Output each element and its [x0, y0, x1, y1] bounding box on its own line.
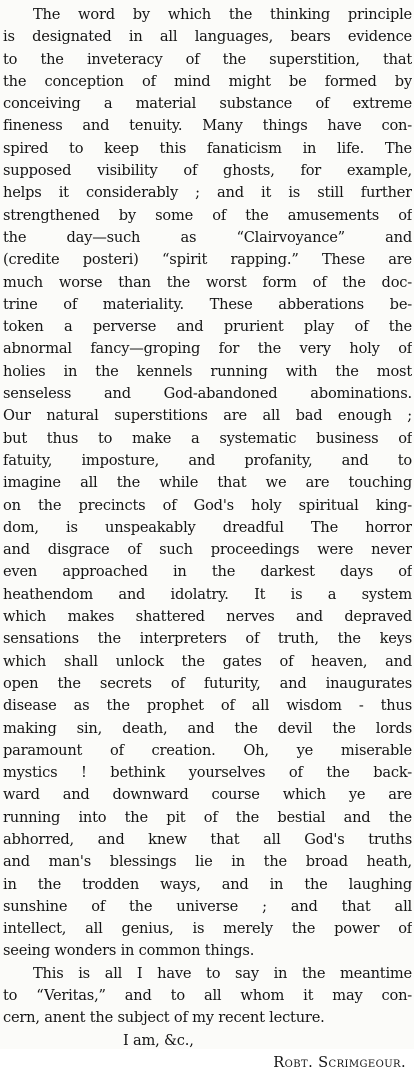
text-line: dom, is unspeakably dreadful The horror	[3, 518, 412, 536]
text-line: fatuity, imposture, and profanity, and to	[3, 451, 412, 469]
text-line: strengthened by some of the amusements of	[3, 206, 412, 224]
text-line: but thus to make a systematic business of	[3, 429, 412, 447]
paragraph-1	[3, 4, 412, 963]
text-line: imagine all the while that we are touching	[3, 474, 412, 492]
text-line: helps it considerably ; and it is still further	[3, 184, 412, 202]
text-line: conceiving a material substance of extreme	[3, 95, 412, 113]
text-line: in the trodden ways, and in the laughing	[3, 875, 412, 893]
text-line: holies in the kennels running with the most	[3, 362, 412, 380]
text-line: disease as the prophet of all wisdom - thus	[3, 697, 412, 715]
text-line: is designated in all languages, bears evidence	[3, 28, 412, 46]
text-line: trine of materiality. These abberations be-	[3, 295, 412, 313]
text-line: (credite posteri) “spirit rapping.” These are	[3, 251, 412, 269]
text-line: and man's blessings lie in the broad heath,	[3, 853, 412, 871]
text-line: even approached in the darkest days of	[3, 563, 412, 581]
text-line: senseless and God-abandoned abominations.	[3, 385, 412, 403]
text-line: much worse than the worst form of the doc-	[3, 273, 412, 291]
text-line: abhorred, and knew that all God's truths	[3, 830, 412, 848]
text-line: the conception of mind might be formed by	[3, 72, 412, 90]
text-line: intellect, all genius, is merely the power of	[3, 920, 412, 938]
text-line: to the inveteracy of the superstition, that	[3, 50, 412, 68]
text-line: the day—such as “Clairvoyance” and	[3, 228, 412, 246]
text-line: sunshine of the universe ; and that all	[3, 897, 412, 915]
text-line: fineness and tenuity. Many things have con-	[3, 117, 412, 135]
text-line: supposed visibility of ghosts, for example,	[3, 162, 412, 180]
text-line: paramount of creation. Oh, ye miserable	[3, 741, 412, 759]
text-line: Our natural superstitions are all bad enough ;	[3, 407, 412, 425]
text-line: token a perverse and prurient play of the	[3, 318, 412, 336]
text-line: cern, anent the subject of my recent lecture.	[3, 1009, 325, 1027]
text-line: open the secrets of futurity, and inaugurates	[3, 674, 412, 692]
text-line: This is all I have to say in the meantime	[33, 964, 412, 982]
text-line: heathendom and idolatry. It is a system	[3, 585, 412, 603]
signature: Robt. Scrimgeour.	[273, 1053, 406, 1071]
text-line: which makes shattered nerves and depraved	[3, 608, 412, 626]
text-line: seeing wonders in common things.	[3, 942, 255, 960]
text-line: mystics ! bethink yourselves of the back-	[3, 764, 412, 782]
text-line: to “Veritas,” and to all whom it may con-	[3, 987, 412, 1005]
text-line: on the precincts of God's holy spiritual king-	[3, 496, 412, 514]
text-line: and disgrace of such proceedings were never	[3, 541, 412, 559]
text-line: which shall unlock the gates of heaven, and	[3, 652, 412, 670]
text-line: The word by which the thinking principle	[33, 6, 412, 23]
closing-salutation: I am, &c.,	[123, 1031, 194, 1049]
text-line: spired to keep this fanaticism in life. The	[3, 139, 412, 157]
text-line: abnormal fancy—groping for the very holy of	[3, 340, 412, 358]
paragraph-2	[3, 963, 412, 1030]
text-line: sensations the interpreters of truth, the keys	[3, 630, 412, 648]
text-line: making sin, death, and the devil the lords	[3, 719, 412, 737]
text-line: running into the pit of the bestial and the	[3, 808, 412, 826]
text-line: ward and downward course which ye are	[3, 786, 412, 804]
article-column	[3, 4, 412, 1074]
